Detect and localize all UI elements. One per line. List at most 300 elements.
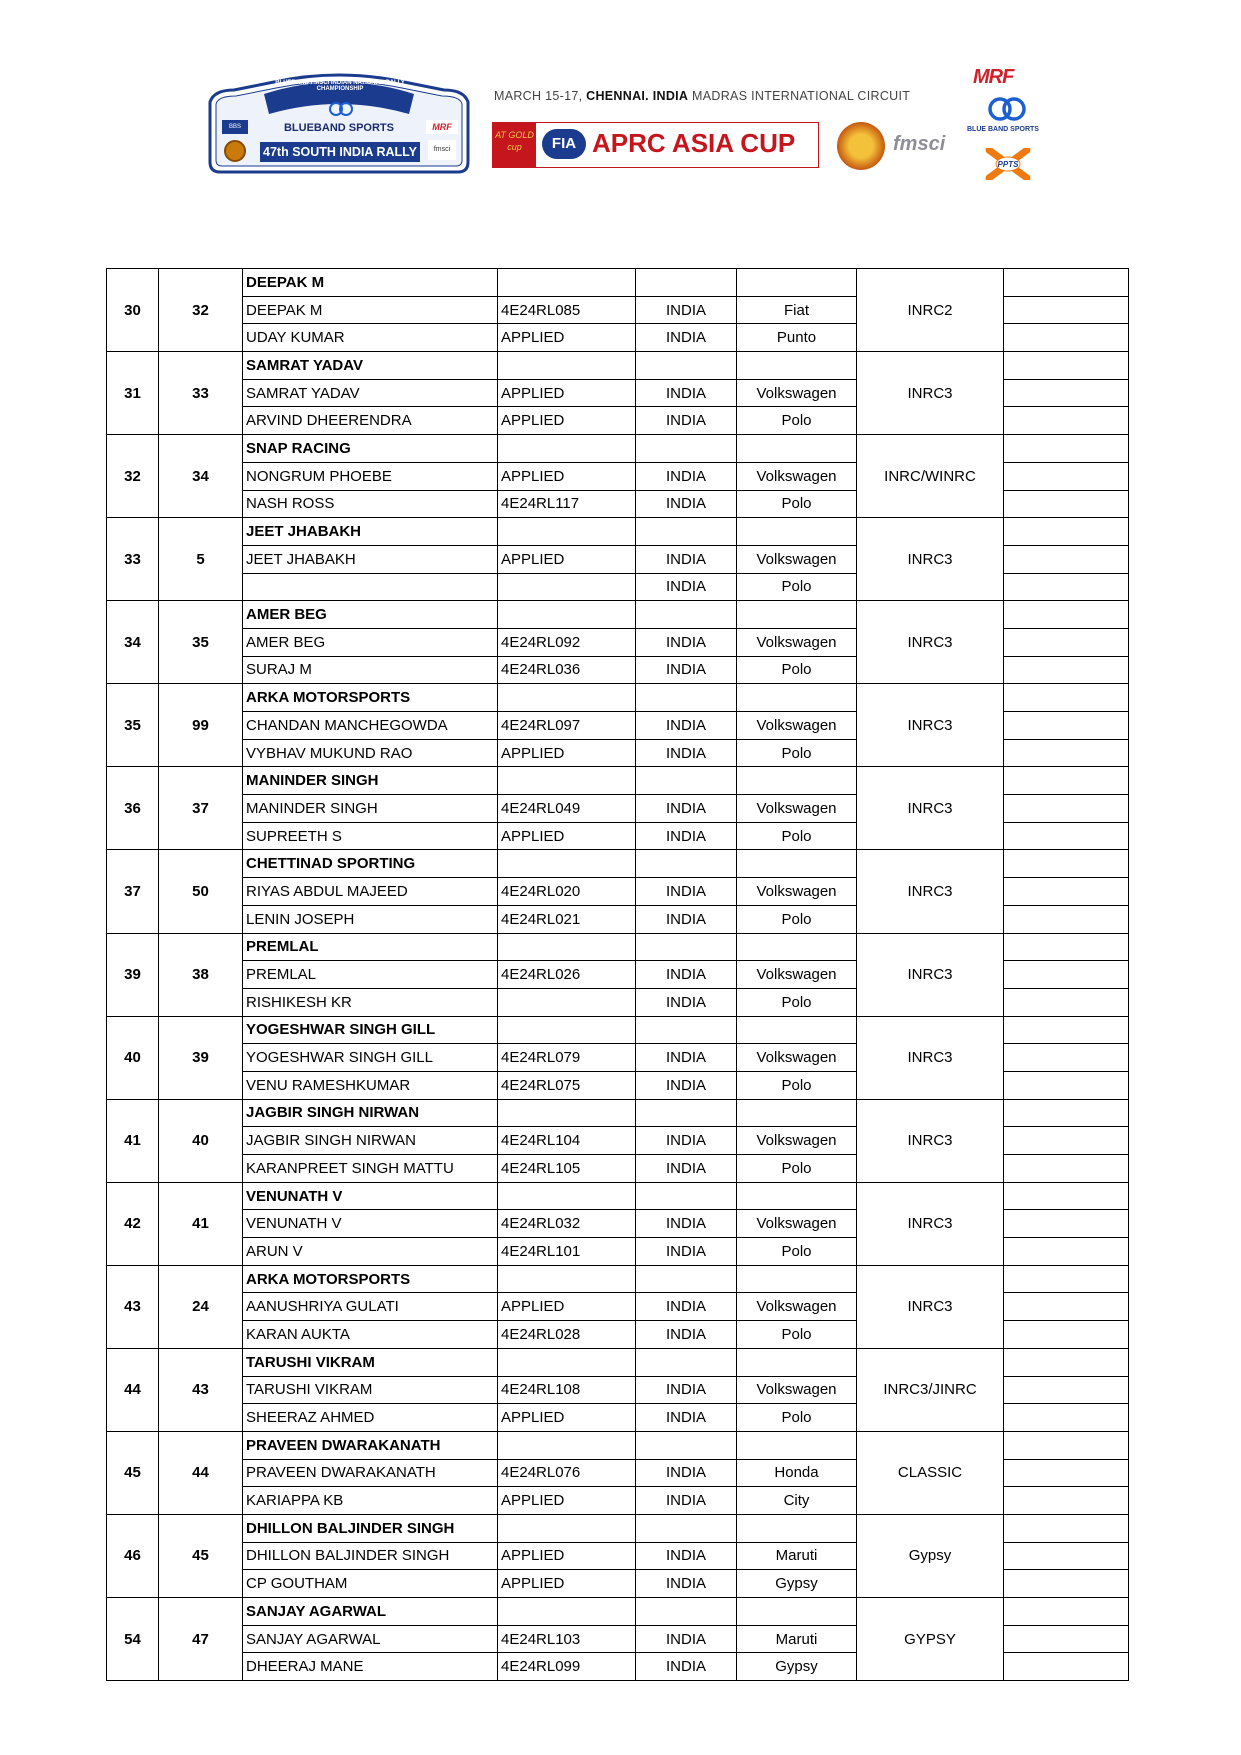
- car-model-cell: Polo: [737, 1404, 857, 1432]
- empty-cell: [1004, 1016, 1129, 1044]
- empty-cell: [1004, 739, 1129, 767]
- car-number-cell: 38: [159, 933, 243, 1016]
- empty-cell: [636, 1099, 737, 1127]
- empty-cell: [498, 684, 636, 712]
- car-model-cell: Gypsy: [737, 1653, 857, 1681]
- driver-licence-cell: APPLIED: [498, 1293, 636, 1321]
- codriver-licence-cell: APPLIED: [498, 822, 636, 850]
- car-number-cell: 41: [159, 1182, 243, 1265]
- codriver-name-cell: UDAY KUMAR: [243, 324, 498, 352]
- plate-left-badge: BBS: [222, 120, 248, 134]
- class-cell: INRC/WINRC: [857, 435, 1004, 518]
- position-cell: 40: [107, 1016, 159, 1099]
- driver-name-cell: RIYAS ABDUL MAJEED: [243, 878, 498, 906]
- codriver-nationality-cell: INDIA: [636, 573, 737, 601]
- empty-cell: [498, 1598, 636, 1626]
- car-number-cell: 40: [159, 1099, 243, 1182]
- class-cell: INRC3: [857, 352, 1004, 435]
- car-number-cell: 47: [159, 1598, 243, 1681]
- empty-cell: [1004, 628, 1129, 656]
- codriver-licence-cell: APPLIED: [498, 324, 636, 352]
- empty-cell: [636, 1348, 737, 1376]
- codriver-licence-cell: 4E24RL099: [498, 1653, 636, 1681]
- empty-cell: [1004, 1404, 1129, 1432]
- position-cell: 31: [107, 352, 159, 435]
- empty-cell: [498, 601, 636, 629]
- driver-licence-cell: 4E24RL079: [498, 1044, 636, 1072]
- car-model-cell: Polo: [737, 988, 857, 1016]
- position-cell: 41: [107, 1099, 159, 1182]
- driver-nationality-cell: INDIA: [636, 1293, 737, 1321]
- codriver-nationality-cell: INDIA: [636, 822, 737, 850]
- codriver-licence-cell: APPLIED: [498, 1570, 636, 1598]
- empty-cell: [737, 1016, 857, 1044]
- position-cell: 35: [107, 684, 159, 767]
- empty-cell: [1004, 1293, 1129, 1321]
- blue-band-sports-label: BLUE BAND SPORTS: [967, 126, 1039, 133]
- empty-cell: [1004, 573, 1129, 601]
- team-name-cell: DHILLON BALJINDER SINGH: [243, 1514, 498, 1542]
- plate-sponsor: BLUEBAND SPORTS: [283, 122, 394, 134]
- car-model-cell: Polo: [737, 1321, 857, 1349]
- codriver-name-cell: LENIN JOSEPH: [243, 905, 498, 933]
- empty-cell: [636, 767, 737, 795]
- codriver-licence-cell: [498, 988, 636, 1016]
- empty-cell: [1004, 407, 1129, 435]
- empty-cell: [737, 1598, 857, 1626]
- empty-cell: [498, 933, 636, 961]
- entry-row-team: [107, 1598, 1129, 1626]
- fia-badge: FIA: [542, 129, 586, 159]
- plate-fmsci-badge: fmsci: [428, 140, 456, 160]
- association-seal-icon: [837, 122, 885, 170]
- empty-cell: [1004, 1625, 1129, 1653]
- codriver-name-cell: KARAN AUKTA: [243, 1321, 498, 1349]
- ppts-label: PPTS: [997, 160, 1019, 169]
- entry-row-team: [107, 1514, 1129, 1542]
- driver-name-cell: SAMRAT YADAV: [243, 379, 498, 407]
- entry-row-team: [107, 684, 1129, 712]
- class-cell: INRC3: [857, 518, 1004, 601]
- blue-rings-icon: [328, 102, 354, 116]
- car-model-cell: Gypsy: [737, 1570, 857, 1598]
- aprc-asia-cup-logo: [492, 122, 819, 168]
- driver-licence-cell: 4E24RL108: [498, 1376, 636, 1404]
- empty-cell: [1004, 712, 1129, 740]
- empty-cell: [1004, 1182, 1129, 1210]
- codriver-nationality-cell: INDIA: [636, 988, 737, 1016]
- empty-cell: [498, 1016, 636, 1044]
- codriver-name-cell: RISHIKESH KR: [243, 988, 498, 1016]
- empty-cell: [1004, 1321, 1129, 1349]
- driver-licence-cell: 4E24RL026: [498, 961, 636, 989]
- car-number-cell: 99: [159, 684, 243, 767]
- empty-cell: [1004, 1155, 1129, 1183]
- entry-row-team: [107, 352, 1129, 380]
- entry-row-team: [107, 1099, 1129, 1127]
- driver-name-cell: DEEPAK M: [243, 296, 498, 324]
- empty-cell: [636, 1514, 737, 1542]
- empty-cell: [636, 684, 737, 712]
- empty-cell: [1004, 1598, 1129, 1626]
- class-cell: INRC3: [857, 933, 1004, 1016]
- driver-name-cell: AANUSHRIYA GULATI: [243, 1293, 498, 1321]
- codriver-name-cell: VENU RAMESHKUMAR: [243, 1071, 498, 1099]
- team-name-cell: TARUSHI VIKRAM: [243, 1348, 498, 1376]
- codriver-name-cell: ARVIND DHEERENDRA: [243, 407, 498, 435]
- plate-mrf-badge: MRF: [426, 120, 458, 134]
- empty-cell: [498, 1265, 636, 1293]
- empty-cell: [1004, 1487, 1129, 1515]
- codriver-licence-cell: 4E24RL117: [498, 490, 636, 518]
- team-name-cell: PRAVEEN DWARAKANATH: [243, 1431, 498, 1459]
- empty-cell: [1004, 878, 1129, 906]
- driver-nationality-cell: INDIA: [636, 712, 737, 740]
- position-cell: 44: [107, 1348, 159, 1431]
- position-cell: 32: [107, 435, 159, 518]
- empty-cell: [1004, 767, 1129, 795]
- empty-cell: [1004, 1071, 1129, 1099]
- position-cell: 43: [107, 1265, 159, 1348]
- entry-row-team: [107, 1016, 1129, 1044]
- driver-licence-cell: APPLIED: [498, 462, 636, 490]
- entry-row-team: [107, 933, 1129, 961]
- driver-name-cell: PREMLAL: [243, 961, 498, 989]
- plate-title: 47th SOUTH INDIA RALLY: [260, 142, 420, 162]
- car-model-cell: Polo: [737, 573, 857, 601]
- driver-licence-cell: 4E24RL085: [498, 296, 636, 324]
- empty-cell: [1004, 1653, 1129, 1681]
- empty-cell: [1004, 545, 1129, 573]
- position-cell: 39: [107, 933, 159, 1016]
- empty-cell: [1004, 933, 1129, 961]
- codriver-name-cell: NASH ROSS: [243, 490, 498, 518]
- team-name-cell: SAMRAT YADAV: [243, 352, 498, 380]
- empty-cell: [498, 1182, 636, 1210]
- driver-nationality-cell: INDIA: [636, 1542, 737, 1570]
- empty-cell: [737, 1431, 857, 1459]
- empty-cell: [636, 352, 737, 380]
- empty-cell: [1004, 1431, 1129, 1459]
- empty-cell: [636, 1182, 737, 1210]
- entry-row-team: [107, 767, 1129, 795]
- empty-cell: [737, 352, 857, 380]
- team-name-cell: SNAP RACING: [243, 435, 498, 463]
- class-cell: INRC3/JINRC: [857, 1348, 1004, 1431]
- car-number-cell: 34: [159, 435, 243, 518]
- empty-cell: [1004, 379, 1129, 407]
- empty-cell: [498, 518, 636, 546]
- class-cell: Gypsy: [857, 1514, 1004, 1597]
- team-name-cell: ARKA MOTORSPORTS: [243, 684, 498, 712]
- codriver-nationality-cell: INDIA: [636, 1155, 737, 1183]
- team-name-cell: PREMLAL: [243, 933, 498, 961]
- gold-cup-badge: AT GOLD cup: [493, 123, 536, 167]
- driver-name-cell: SANJAY AGARWAL: [243, 1625, 498, 1653]
- position-cell: 30: [107, 269, 159, 352]
- driver-name-cell: JAGBIR SINGH NIRWAN: [243, 1127, 498, 1155]
- team-name-cell: JEET JHABAKH: [243, 518, 498, 546]
- codriver-name-cell: KARIAPPA KB: [243, 1487, 498, 1515]
- empty-cell: [1004, 795, 1129, 823]
- codriver-nationality-cell: INDIA: [636, 407, 737, 435]
- entry-row-team: [107, 850, 1129, 878]
- team-name-cell: MANINDER SINGH: [243, 767, 498, 795]
- empty-cell: [498, 269, 636, 297]
- driver-licence-cell: APPLIED: [498, 1542, 636, 1570]
- team-name-cell: VENUNATH V: [243, 1182, 498, 1210]
- car-make-cell: Fiat: [737, 296, 857, 324]
- driver-name-cell: DHILLON BALJINDER SINGH: [243, 1542, 498, 1570]
- codriver-name-cell: DHEERAJ MANE: [243, 1653, 498, 1681]
- class-cell: INRC3: [857, 1265, 1004, 1348]
- empty-cell: [737, 933, 857, 961]
- fmsci-logo: fmsci: [893, 133, 946, 155]
- empty-cell: [1004, 601, 1129, 629]
- driver-licence-cell: 4E24RL092: [498, 628, 636, 656]
- car-model-cell: Polo: [737, 905, 857, 933]
- empty-cell: [1004, 988, 1129, 1016]
- codriver-name-cell: VYBHAV MUKUND RAO: [243, 739, 498, 767]
- car-number-cell: 33: [159, 352, 243, 435]
- car-make-cell: Volkswagen: [737, 795, 857, 823]
- empty-cell: [1004, 822, 1129, 850]
- driver-name-cell: YOGESHWAR SINGH GILL: [243, 1044, 498, 1072]
- empty-cell: [498, 435, 636, 463]
- car-make-cell: Volkswagen: [737, 628, 857, 656]
- car-model-cell: Polo: [737, 822, 857, 850]
- codriver-name-cell: [243, 573, 498, 601]
- codriver-licence-cell: 4E24RL021: [498, 905, 636, 933]
- class-cell: GYPSY: [857, 1598, 1004, 1681]
- empty-cell: [498, 1431, 636, 1459]
- empty-cell: [498, 1348, 636, 1376]
- driver-nationality-cell: INDIA: [636, 1459, 737, 1487]
- class-cell: INRC3: [857, 601, 1004, 684]
- entry-row-team: [107, 1348, 1129, 1376]
- class-cell: INRC3: [857, 850, 1004, 933]
- car-number-cell: 37: [159, 767, 243, 850]
- class-cell: INRC3: [857, 1016, 1004, 1099]
- car-make-cell: Volkswagen: [737, 379, 857, 407]
- class-cell: INRC2: [857, 269, 1004, 352]
- empty-cell: [737, 767, 857, 795]
- empty-cell: [1004, 1265, 1129, 1293]
- car-make-cell: Volkswagen: [737, 1044, 857, 1072]
- position-cell: 37: [107, 850, 159, 933]
- empty-cell: [1004, 1542, 1129, 1570]
- codriver-nationality-cell: INDIA: [636, 1487, 737, 1515]
- class-cell: INRC3: [857, 767, 1004, 850]
- team-name-cell: AMER BEG: [243, 601, 498, 629]
- codriver-licence-cell: APPLIED: [498, 1487, 636, 1515]
- empty-cell: [1004, 490, 1129, 518]
- empty-cell: [1004, 324, 1129, 352]
- aprc-title: APRC ASIA CUP: [592, 128, 796, 158]
- car-number-cell: 44: [159, 1431, 243, 1514]
- car-model-cell: Polo: [737, 656, 857, 684]
- empty-cell: [636, 850, 737, 878]
- driver-nationality-cell: INDIA: [636, 1625, 737, 1653]
- empty-cell: [636, 1016, 737, 1044]
- car-number-cell: 32: [159, 269, 243, 352]
- driver-licence-cell: 4E24RL020: [498, 878, 636, 906]
- empty-cell: [1004, 1210, 1129, 1238]
- ppts-logo-icon: [985, 148, 1031, 180]
- plate-arc-text: BLUEBAND FMSCI INDIAN NATIONAL RALLY CHAMPIONSHIP: [275, 80, 405, 92]
- car-make-cell: Volkswagen: [737, 1376, 857, 1404]
- empty-cell: [636, 601, 737, 629]
- car-model-cell: City: [737, 1487, 857, 1515]
- car-make-cell: Volkswagen: [737, 1293, 857, 1321]
- empty-cell: [636, 269, 737, 297]
- codriver-name-cell: KARANPREET SINGH MATTU: [243, 1155, 498, 1183]
- driver-name-cell: JEET JHABAKH: [243, 545, 498, 573]
- empty-cell: [1004, 518, 1129, 546]
- driver-nationality-cell: INDIA: [636, 1376, 737, 1404]
- class-cell: INRC3: [857, 684, 1004, 767]
- car-number-cell: 39: [159, 1016, 243, 1099]
- empty-cell: [1004, 656, 1129, 684]
- driver-nationality-cell: INDIA: [636, 379, 737, 407]
- driver-licence-cell: APPLIED: [498, 379, 636, 407]
- empty-cell: [1004, 684, 1129, 712]
- empty-cell: [1004, 352, 1129, 380]
- car-number-cell: 43: [159, 1348, 243, 1431]
- event-venue: MADRAS INTERNATIONAL CIRCUIT: [692, 89, 911, 103]
- codriver-licence-cell: 4E24RL101: [498, 1238, 636, 1266]
- empty-cell: [636, 1265, 737, 1293]
- car-model-cell: Polo: [737, 490, 857, 518]
- driver-nationality-cell: INDIA: [636, 961, 737, 989]
- empty-cell: [636, 1598, 737, 1626]
- empty-cell: [1004, 1127, 1129, 1155]
- empty-cell: [737, 601, 857, 629]
- position-cell: 54: [107, 1598, 159, 1681]
- codriver-licence-cell: 4E24RL028: [498, 1321, 636, 1349]
- car-make-cell: Maruti: [737, 1542, 857, 1570]
- empty-cell: [1004, 1238, 1129, 1266]
- codriver-nationality-cell: INDIA: [636, 1404, 737, 1432]
- driver-nationality-cell: INDIA: [636, 545, 737, 573]
- driver-nationality-cell: INDIA: [636, 795, 737, 823]
- car-make-cell: Volkswagen: [737, 961, 857, 989]
- entry-list-table: [106, 268, 1129, 1681]
- car-model-cell: Polo: [737, 407, 857, 435]
- empty-cell: [498, 767, 636, 795]
- class-cell: INRC3: [857, 1099, 1004, 1182]
- entry-row-team: [107, 601, 1129, 629]
- empty-cell: [1004, 1376, 1129, 1404]
- empty-cell: [1004, 462, 1129, 490]
- class-cell: CLASSIC: [857, 1431, 1004, 1514]
- codriver-name-cell: SHEERAZ AHMED: [243, 1404, 498, 1432]
- team-name-cell: CHETTINAD SPORTING: [243, 850, 498, 878]
- car-make-cell: Volkswagen: [737, 878, 857, 906]
- empty-cell: [737, 1348, 857, 1376]
- position-cell: 34: [107, 601, 159, 684]
- event-city: CHENNAI. INDIA: [586, 89, 689, 103]
- entries-body: [107, 269, 1129, 1681]
- codriver-name-cell: SURAJ M: [243, 656, 498, 684]
- codriver-nationality-cell: INDIA: [636, 490, 737, 518]
- empty-cell: [636, 435, 737, 463]
- empty-cell: [1004, 1099, 1129, 1127]
- position-cell: 45: [107, 1431, 159, 1514]
- team-name-cell: ARKA MOTORSPORTS: [243, 1265, 498, 1293]
- empty-cell: [1004, 1044, 1129, 1072]
- codriver-nationality-cell: INDIA: [636, 1321, 737, 1349]
- empty-cell: [1004, 1570, 1129, 1598]
- driver-nationality-cell: INDIA: [636, 462, 737, 490]
- codriver-licence-cell: 4E24RL036: [498, 656, 636, 684]
- driver-nationality-cell: INDIA: [636, 1127, 737, 1155]
- car-make-cell: Volkswagen: [737, 1127, 857, 1155]
- empty-cell: [498, 1099, 636, 1127]
- entry-row-team: [107, 1182, 1129, 1210]
- driver-licence-cell: 4E24RL049: [498, 795, 636, 823]
- driver-licence-cell: 4E24RL032: [498, 1210, 636, 1238]
- empty-cell: [737, 684, 857, 712]
- car-make-cell: Volkswagen: [737, 545, 857, 573]
- car-number-cell: 35: [159, 601, 243, 684]
- empty-cell: [1004, 1459, 1129, 1487]
- rally-plate-logo: [204, 72, 474, 175]
- car-number-cell: 24: [159, 1265, 243, 1348]
- empty-cell: [498, 352, 636, 380]
- empty-cell: [737, 435, 857, 463]
- driver-licence-cell: 4E24RL104: [498, 1127, 636, 1155]
- codriver-name-cell: ARUN V: [243, 1238, 498, 1266]
- blue-band-rings-icon: [985, 96, 1029, 122]
- codriver-nationality-cell: INDIA: [636, 1071, 737, 1099]
- codriver-licence-cell: 4E24RL105: [498, 1155, 636, 1183]
- empty-cell: [1004, 961, 1129, 989]
- codriver-nationality-cell: INDIA: [636, 739, 737, 767]
- empty-cell: [1004, 850, 1129, 878]
- driver-licence-cell: 4E24RL076: [498, 1459, 636, 1487]
- team-name-cell: DEEPAK M: [243, 269, 498, 297]
- empty-cell: [636, 1431, 737, 1459]
- driver-licence-cell: 4E24RL103: [498, 1625, 636, 1653]
- driver-name-cell: MANINDER SINGH: [243, 795, 498, 823]
- codriver-name-cell: SUPREETH S: [243, 822, 498, 850]
- driver-name-cell: VENUNATH V: [243, 1210, 498, 1238]
- codriver-nationality-cell: INDIA: [636, 324, 737, 352]
- entry-row-team: [107, 435, 1129, 463]
- empty-cell: [737, 1514, 857, 1542]
- driver-name-cell: CHANDAN MANCHEGOWDA: [243, 712, 498, 740]
- codriver-nationality-cell: INDIA: [636, 1238, 737, 1266]
- entry-row-team: [107, 1265, 1129, 1293]
- car-make-cell: Maruti: [737, 1625, 857, 1653]
- empty-cell: [737, 1182, 857, 1210]
- team-name-cell: YOGESHWAR SINGH GILL: [243, 1016, 498, 1044]
- driver-nationality-cell: INDIA: [636, 296, 737, 324]
- empty-cell: [636, 518, 737, 546]
- codriver-nationality-cell: INDIA: [636, 905, 737, 933]
- entry-row-team: [107, 518, 1129, 546]
- empty-cell: [737, 269, 857, 297]
- car-number-cell: 45: [159, 1514, 243, 1597]
- codriver-nationality-cell: INDIA: [636, 1653, 737, 1681]
- car-model-cell: Polo: [737, 1238, 857, 1266]
- driver-nationality-cell: INDIA: [636, 1210, 737, 1238]
- mrf-logo: MRF: [973, 66, 1014, 88]
- empty-cell: [498, 850, 636, 878]
- driver-nationality-cell: INDIA: [636, 628, 737, 656]
- car-make-cell: Volkswagen: [737, 462, 857, 490]
